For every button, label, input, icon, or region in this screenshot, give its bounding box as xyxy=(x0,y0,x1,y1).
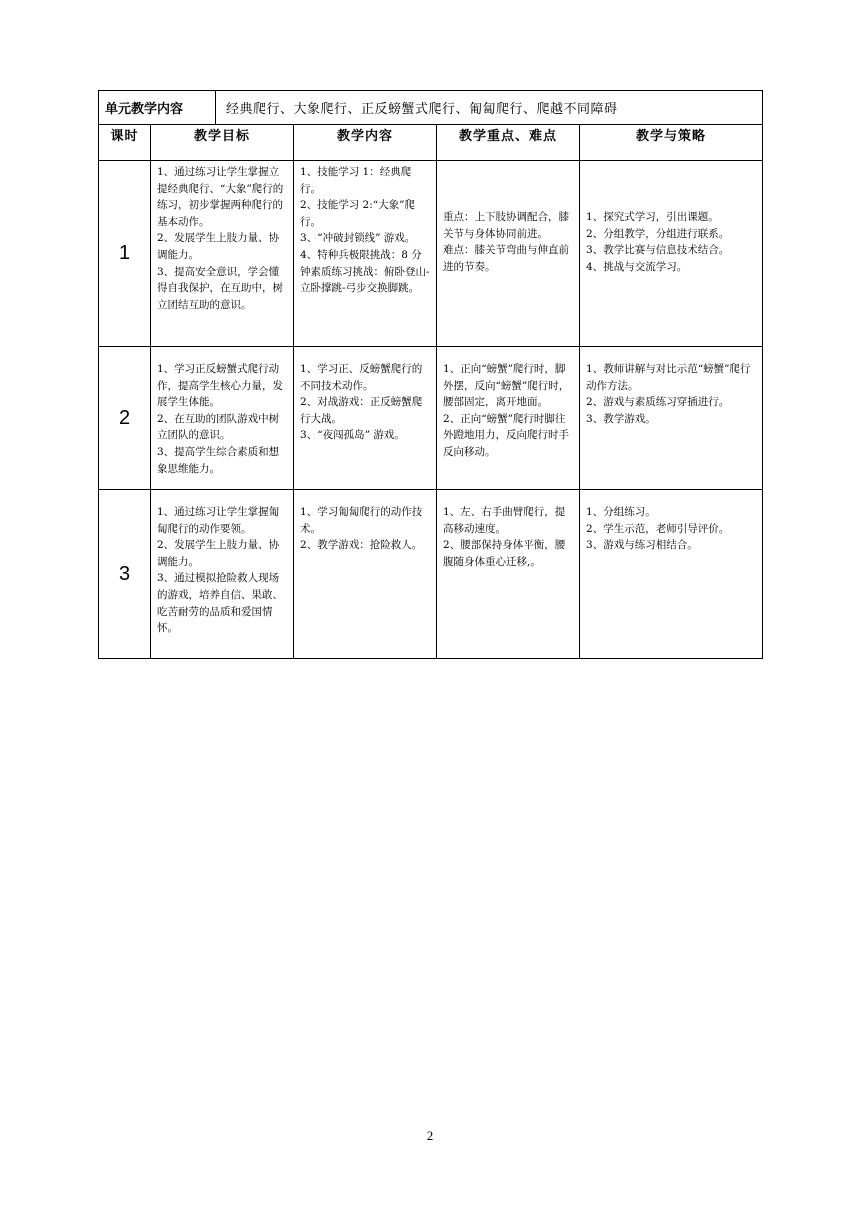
content-item: 1、技能学习 1：经典爬行。 xyxy=(300,166,412,195)
content-item: 2、技能学习 2:“大象”爬行。 xyxy=(300,199,415,228)
strategy-cell xyxy=(580,161,763,347)
column-header-row xyxy=(99,125,763,161)
strategy-item: 3、游戏与练习相结合。 xyxy=(586,539,698,552)
header-content: 教学内容 xyxy=(294,125,437,161)
focus-cell xyxy=(437,490,580,659)
strategy-item: 2、游戏与素质练习穿插进行。 xyxy=(586,396,730,409)
focus-item: 2、正向“螃蟹”爬行时脚往外蹬地用力，反向爬行时手反向移动。 xyxy=(443,412,570,458)
content-item: 2、对战游戏：正反螃蟹爬行大战。 xyxy=(300,396,423,425)
content-item: 4、特种兵极限挑战：8 分钟素质练习挑战：俯卧登山-立卧撑跳-弓步交换脚跳。 xyxy=(300,248,430,295)
header-lesson: 课时 xyxy=(99,125,151,161)
focus-item: 重点：上下肢协调配合，膝关节与身体协同前进。 xyxy=(443,211,570,240)
lesson-number: 1 xyxy=(99,161,151,347)
goals-cell xyxy=(151,490,294,659)
lesson-row-2 xyxy=(99,347,763,490)
unit-plan-table xyxy=(98,90,763,659)
strategy-item: 3、教学比赛与信息技术结合。 xyxy=(586,244,730,257)
goal-item: 3、提高安全意识，学会懂得自我保护，在互助中，树立团结互助的意识。 xyxy=(157,265,283,311)
strategy-cell xyxy=(580,347,763,490)
focus-item: 难点：膝关节弯曲与伸直前进的节奏。 xyxy=(443,244,570,273)
goal-item: 3、通过模拟抢险救人现场的游戏，培养自信、果敢、吃苦耐劳的品质和爱国情怀。 xyxy=(157,572,283,635)
goal-item: 1、通过练习让学生掌握匍匐爬行的动作要领。 xyxy=(157,506,280,535)
page-number: 2 xyxy=(426,1128,434,1143)
focus-item: 1、左、右手曲臂爬行，提高移动速度。 xyxy=(443,506,566,535)
goal-item: 2、发展学生上肢力量、协调能力。 xyxy=(157,232,280,261)
content-item: 3、“冲破封锁线” 游戏。 xyxy=(300,232,416,245)
lesson-number: 2 xyxy=(99,347,151,490)
strategy-item: 1、探究式学习，引出课题。 xyxy=(586,211,719,223)
strategy-item: 2、学生示范，老师引导评价。 xyxy=(586,522,730,535)
strategy-cell xyxy=(580,490,763,659)
strategy-item: 4、挑战与交流学习。 xyxy=(586,260,688,273)
focus-item: 2、腰部保持身体平衡，腰腹随身体重心迁移,。 xyxy=(443,539,566,568)
lesson-row-1 xyxy=(99,161,763,347)
header-strategy: 教学与策略 xyxy=(580,125,763,161)
content-item: 2、教学游戏：抢险救人。 xyxy=(300,539,423,552)
goal-item: 1、通过练习让学生掌握立提经典爬行、“大象”爬行的练习，初步掌握两种爬行的基本动作。 xyxy=(157,166,284,228)
goals-cell xyxy=(151,161,294,347)
content-item: 3、“夜闯孤岛” 游戏。 xyxy=(300,429,405,442)
unit-content-label: 单元教学内容 xyxy=(99,91,216,125)
strategy-item: 2、分组教学，分组进行联系。 xyxy=(586,227,730,240)
unit-content-value: 经典爬行、大象爬行、正反螃蟹式爬行、匍匐爬行、爬越不同障碍 xyxy=(216,91,763,125)
content-cell xyxy=(294,347,437,490)
content-cell xyxy=(294,161,437,347)
unit-content-row xyxy=(99,91,763,125)
lesson-row-3 xyxy=(99,490,763,659)
focus-cell xyxy=(437,161,580,347)
focus-cell xyxy=(437,347,580,490)
goal-item: 3、提高学生综合素质和想象思维能力。 xyxy=(157,445,280,475)
lesson-number: 3 xyxy=(99,490,151,659)
strategy-item: 1、分组练习。 xyxy=(586,506,656,518)
strategy-item: 3、教学游戏。 xyxy=(586,412,656,425)
goal-item: 2、发展学生上肢力量、协调能力。 xyxy=(157,539,280,568)
goals-cell xyxy=(151,347,294,490)
content-item: 1、学习正、反螃蟹爬行的不同技术动作。 xyxy=(300,363,423,392)
content-cell xyxy=(294,490,437,659)
strategy-item: 1、教师讲解与对比示范“螃蟹”爬行动作方法。 xyxy=(586,363,751,392)
goal-item: 1、学习正反螃蟹式爬行动作，提高学生核心力量，发展学生体能。 xyxy=(157,363,283,409)
content-item: 1、学习匍匐爬行的动作技术。 xyxy=(300,506,423,535)
header-goals: 教学目标 xyxy=(151,125,294,161)
header-focus: 教学重点、难点 xyxy=(437,125,580,161)
focus-item: 1、正向“螃蟹”爬行时，脚外摆，反向“螃蟹”爬行时，腰部固定，离开地面。 xyxy=(443,363,570,409)
goal-item: 2、在互助的团队游戏中树立团队的意识。 xyxy=(157,412,280,442)
